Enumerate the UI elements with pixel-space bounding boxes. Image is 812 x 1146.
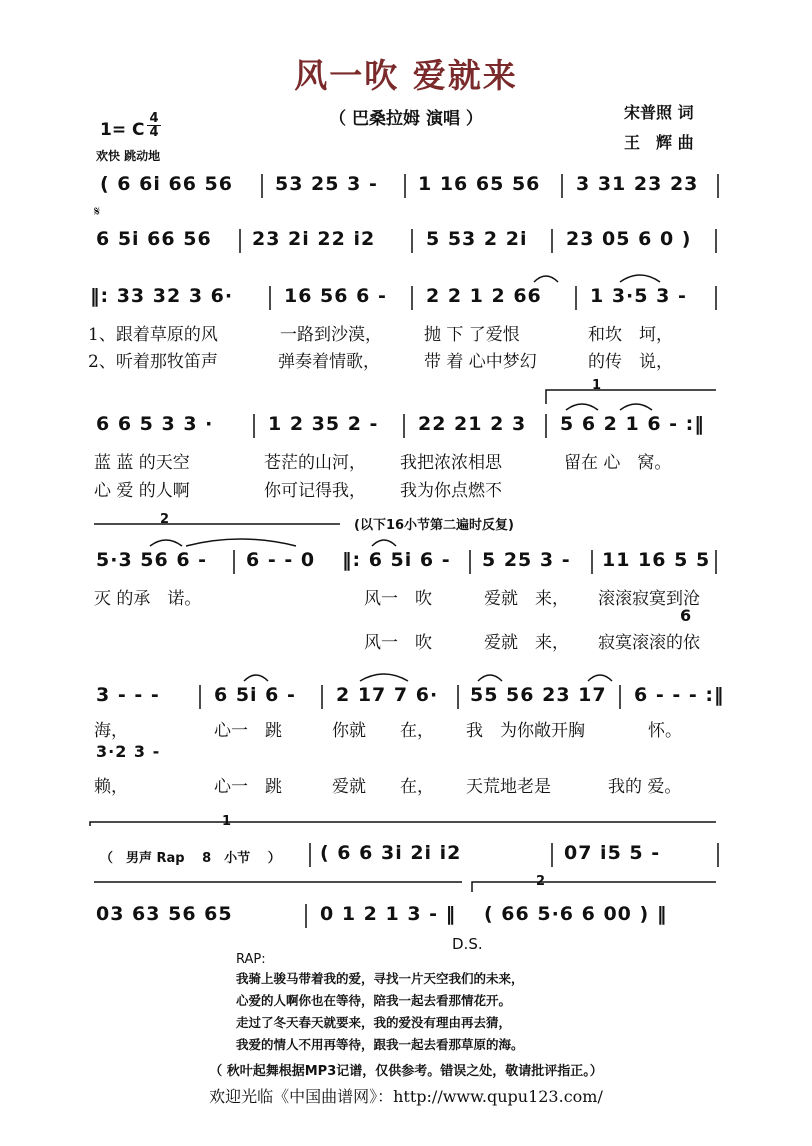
lyric: 2、听着那牧笛声 — [88, 352, 218, 372]
lyric: 和坎 坷， — [588, 325, 673, 345]
measure: ( 66 5·6 6 00 ) ‖ — [484, 903, 668, 925]
measure: 5 53 2 2i — [426, 228, 528, 250]
rap-intro-note: （ 男声 Rap 8 小节 ） — [100, 851, 281, 866]
lyric: 滚滚寂寞到沧 — [598, 589, 700, 609]
measure: ( 6 6 3i 2i i2 — [320, 842, 462, 864]
measure: 55 56 23 17 — [470, 684, 607, 706]
measure: 1 16 65 56 — [418, 173, 541, 195]
page-title: 风一吹 爱就来 — [294, 56, 518, 95]
lyric: 你可记得我， — [264, 481, 366, 501]
composer-credit: 王 辉 曲 — [624, 133, 694, 152]
lyric: 寂寞滚滚的依 — [598, 633, 700, 653]
volta-number: 2 — [536, 874, 546, 889]
lyric: 怀。 — [648, 721, 682, 741]
measure: 2 17 7 6· — [336, 684, 439, 706]
rap-lyric-line: 我骑上骏马带着我的爱，寻找一片天空我们的未来， — [236, 971, 524, 986]
measure: 53 25 3 - — [275, 173, 378, 195]
measure: 6 - - - :‖ — [634, 684, 725, 706]
time-signature-top: 4 — [147, 112, 161, 126]
lyric: 1、跟着草原的风 — [88, 325, 218, 345]
measure: ‖: 6 5i 6 - — [342, 549, 451, 571]
segno-sign: 𝄋 — [94, 204, 101, 220]
rap-lyric-line: 心爱的人啊你也在等待，陪我一起去看那情花开。 — [236, 993, 512, 1008]
rap-lyric-line: 走过了冬天春天就要来，我的爱没有理由再去猜， — [236, 1015, 512, 1030]
measure: ( 6 6i 66 56 — [100, 173, 233, 195]
lyric: 一路到沙漠， — [280, 325, 382, 345]
slur — [360, 674, 408, 681]
lyric: 我为你点燃不 — [400, 481, 502, 501]
lyric: 风一 吹 — [364, 633, 432, 653]
measure: 5 6 2 1 6 - :‖ — [560, 413, 705, 435]
lyric: 苍茫的山河， — [264, 453, 366, 473]
rap-label: RAP: — [236, 952, 266, 967]
lyric: 海， — [94, 721, 128, 741]
measure: 22 21 2 3 — [418, 413, 527, 435]
measure: 1 2 35 2 - — [268, 413, 379, 435]
tempo-marking: 欢快 跳动地 — [96, 149, 161, 163]
slur — [534, 276, 558, 282]
volta-bracket — [546, 390, 716, 404]
measure: 6 6 5 3 3 · — [96, 413, 214, 435]
lyric: 的传 说， — [588, 352, 673, 372]
lyric: 灭 的承 诺。 — [94, 589, 202, 609]
lyric: 心 爱 的人啊 — [94, 481, 190, 501]
measure: 3 - - - — [96, 684, 160, 706]
lyric: 抛 下 了爱恨 — [424, 325, 520, 345]
measure: ‖: 33 32 3 6· — [90, 285, 234, 307]
lyric: 赖， — [94, 777, 128, 797]
measure: 5·3 56 6 - — [96, 549, 208, 571]
slur — [478, 675, 502, 681]
lyric: 心一 跳 — [214, 777, 282, 797]
lyric: 爱就 在， — [332, 777, 434, 797]
lyric: 心一 跳 — [214, 721, 282, 741]
transcription-note: （ 秋叶起舞根据MP3记谱，仅供参考。错误之处，敬请批评指正。） — [209, 1064, 603, 1079]
volta-number: 1 — [222, 814, 232, 829]
measure: 5 25 3 - — [482, 549, 571, 571]
measure: 3 31 23 23 — [576, 173, 699, 195]
measure: 6 - - 0 — [246, 549, 316, 571]
slur — [620, 275, 660, 282]
volta-bracket — [472, 882, 716, 892]
slur — [588, 675, 612, 681]
key-signature: 1= C — [100, 120, 145, 140]
slur — [566, 404, 598, 410]
repeat-note: (以下16小节第二遍时反复) — [354, 518, 514, 533]
slur — [150, 540, 182, 546]
lyric: 我 为你敞开胸 — [466, 721, 585, 741]
lyric: 风一 吹 — [364, 589, 432, 609]
alternate-note: 6 — [680, 606, 693, 625]
lyric: 爱就 来， — [484, 589, 569, 609]
measure: 2 2 1 2 66 — [426, 285, 542, 307]
lyric: 我把浓浓相思 — [400, 453, 502, 473]
measure: 23 05 6 0 ) — [566, 228, 692, 250]
lyric: 留在 心 窝。 — [564, 453, 672, 473]
time-signature-bottom: 4 — [149, 125, 159, 140]
lyric: 天荒地老是 — [466, 777, 551, 797]
measure: 16 56 6 - — [284, 285, 387, 307]
lyric: 我的 爱。 — [608, 777, 682, 797]
alternate-notes: 3·2 3 - — [96, 742, 161, 761]
rap-lyric-line: 我爱的情人不用再等待，跟我一起去看那草原的海。 — [236, 1037, 524, 1052]
lyric: 弹奏着情歌， — [278, 352, 380, 372]
performer-subtitle: （ 巴桑拉姆 演唱 ） — [329, 109, 483, 129]
measure: 07 i5 5 - — [564, 842, 661, 864]
slur — [186, 539, 296, 546]
lyric: 爱就 来， — [484, 633, 569, 653]
measure: 11 16 5 5 — [602, 549, 711, 571]
lyricist-credit: 宋普照 词 — [624, 103, 694, 122]
lyric: 你就 在， — [332, 721, 434, 741]
volta-number: 1 — [592, 378, 602, 393]
slur — [620, 404, 652, 410]
dal-segno-marking: D.S. — [452, 935, 483, 953]
volta-number: 2 — [160, 512, 170, 527]
lyric: 带 着 心中梦幻 — [424, 352, 537, 372]
lyric: 蓝 蓝 的天空 — [94, 453, 190, 473]
measure: 6 5i 6 - — [214, 684, 296, 706]
slur — [244, 675, 268, 681]
measure: 0 1 2 1 3 - ‖ — [320, 903, 457, 925]
measure: 1 3·5 3 - — [590, 285, 687, 307]
slur — [372, 540, 396, 546]
measure: 6 5i 66 56 — [96, 228, 212, 250]
measure: 23 2i 22 i2 — [252, 228, 376, 250]
measure: 03 63 56 65 — [96, 903, 233, 925]
volta-bracket — [90, 822, 716, 826]
website-footer: 欢迎光临《中国曲谱网》：http://www.qupu123.com/ — [209, 1087, 603, 1106]
